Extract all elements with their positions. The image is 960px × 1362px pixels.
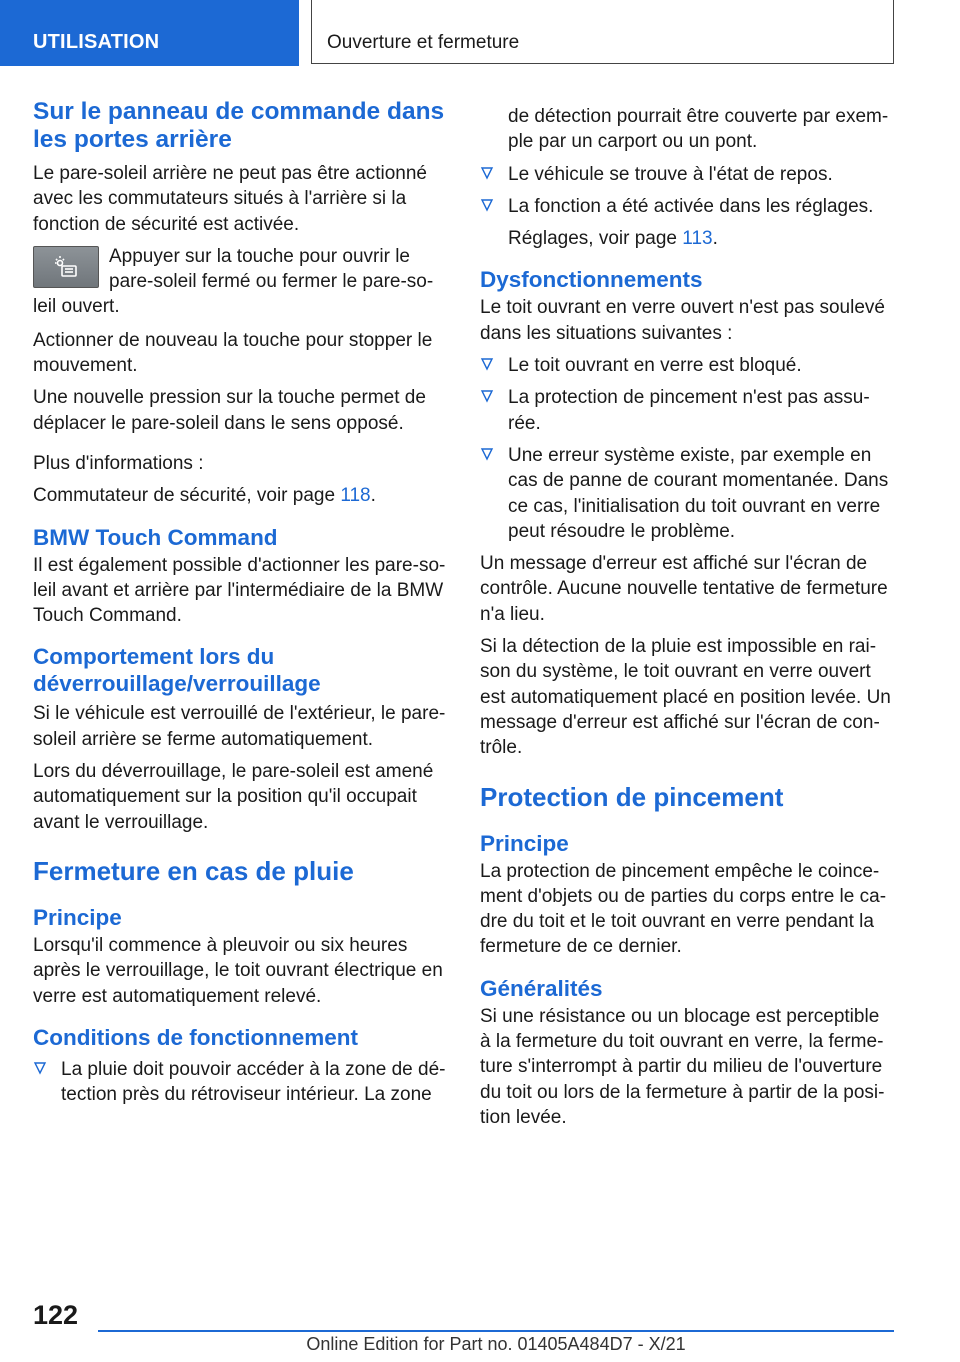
heading-principle: Principe	[33, 904, 122, 930]
list-item-continuation: de détection pourrait être couverte par exem-ple par un carport ou un pont.	[508, 106, 889, 153]
cross-reference: Commutateur de sécurité, voir page 118.	[33, 485, 376, 507]
cross-reference: Réglages, voir page 113.	[508, 228, 718, 250]
paragraph: Il est également possible d'actionner les pare-so-leil avant et arrière par l'intermédiaire de la BMW Touch Command.	[33, 554, 446, 627]
page-number: 122	[33, 1300, 79, 1330]
heading-rain-closing: Fermeture en cas de pluie	[33, 855, 354, 886]
paragraph: Le toit ouvrant en verre ouvert n'est pas soulevé dans les situations suivantes :	[480, 297, 885, 344]
paragraph: La protection de pincement empêche le coince-ment d'objets ou de parties du corps entre le ca-dre du toit et le toit ouvrant en verre pendant la fermeture de ce dernier.	[480, 860, 887, 958]
conditions-list	[33, 1057, 448, 1108]
list-item: La protection de pincement n'est pas assu-rée.	[480, 385, 895, 436]
page-link-113[interactable]: 113	[682, 228, 713, 250]
triangle-bullet-icon	[480, 387, 494, 405]
more-info-label: Plus d'informations :	[33, 452, 204, 474]
left-column	[33, 98, 448, 1114]
paragraph: Une nouvelle pression sur la touche permet de déplacer le pare-soleil dans le sens opposé.	[33, 387, 426, 434]
paragraph: Si une résistance ou un blocage est perceptible à la fermeture du toit ouvrant en verre, la ferme-ture s'interrompt à partir du milieu de l'ouverture du toit ou lors de la fermeture à partir de la posi-tion levée.	[480, 1005, 885, 1128]
paragraph: Le pare-soleil arrière ne peut pas être actionné avec les commutateurs situés à l'arrière si la fonction de sécurité est activée.	[33, 163, 427, 235]
heading-operating-conditions: Conditions de fonctionnement	[33, 1024, 358, 1050]
heading-principle: Principe	[480, 830, 569, 856]
triangle-bullet-icon	[480, 445, 494, 463]
paragraph: Si le véhicule est verrouillé de l'extérieur, le pare-soleil arrière se ferme automatiquement.	[33, 703, 446, 750]
section-title: UTILISATION	[33, 31, 160, 53]
button-instruction-text: Appuyer sur la touche pour ouvrir le pare-soleil fermé ou fermer le pare-so-leil ouvert.	[33, 245, 434, 318]
section-tab	[0, 0, 299, 66]
paragraph: Actionner de nouveau la touche pour stopper le mouvement.	[33, 329, 433, 377]
triangle-bullet-icon	[480, 164, 494, 182]
heading-malfunctions: Dysfonctionnements	[480, 267, 703, 293]
heading-general: Généralités	[480, 975, 603, 1001]
chapter-title: Ouverture et fermeture	[327, 32, 520, 53]
conditions-list-continued	[480, 162, 895, 220]
list-item: Une erreur système existe, par exemple en cas de panne de courant momentanée. Dans ce cas, l'initialisation du toit ouvrant en verre peut résoudre le problème.	[480, 443, 895, 544]
triangle-bullet-icon	[33, 1059, 47, 1077]
list-item: La fonction a été activée dans les réglages.	[480, 194, 895, 219]
right-column	[480, 104, 895, 1137]
triangle-bullet-icon	[480, 355, 494, 373]
heading-lock-behavior: Comportement lors du déverrouillage/verrouillage	[33, 644, 321, 697]
paragraph: Un message d'erreur est affiché sur l'écran de contrôle. Aucune nouvelle tentative de fermeture n'a lieu.	[480, 553, 888, 625]
sunblind-button-icon	[33, 246, 99, 288]
button-instruction	[33, 244, 448, 320]
footer-edition: Online Edition for Part no. 01405A484D7 - X/21	[306, 1334, 686, 1354]
heading-pinch-protection: Protection de pincement	[480, 781, 784, 812]
heading-touch-command: BMW Touch Command	[33, 524, 278, 550]
malfunction-list	[480, 353, 895, 544]
page-link-118[interactable]: 118	[340, 485, 371, 507]
paragraph: Si la détection de la pluie est impossible en rai-son du système, le toit ouvrant en verre ouvert est automatiquement placé en position levée. Un message d'erreur est affiché sur l'écran de con-trôle.	[480, 636, 891, 759]
list-item: La pluie doit pouvoir accéder à la zone de dé-tection près du rétroviseur intérieur. La zone	[33, 1057, 448, 1108]
triangle-bullet-icon	[480, 196, 494, 214]
heading-rear-door-panel: Sur le panneau de commande dans les portes arrière	[33, 98, 445, 153]
chapter-tab	[311, 0, 894, 64]
paragraph: Lors du déverrouillage, le pare-soleil est amené automatiquement sur la position qu'il occupait avant le verrouillage.	[33, 761, 434, 833]
list-item: Le véhicule se trouve à l'état de repos.	[480, 162, 895, 187]
paragraph: Lorsqu'il commence à pleuvoir ou six heures après le verrouillage, le toit ouvrant électrique en verre est automatiquement relevé.	[33, 934, 443, 1007]
list-item: Le toit ouvrant en verre est bloqué.	[480, 353, 895, 378]
footer-divider	[98, 1330, 894, 1332]
